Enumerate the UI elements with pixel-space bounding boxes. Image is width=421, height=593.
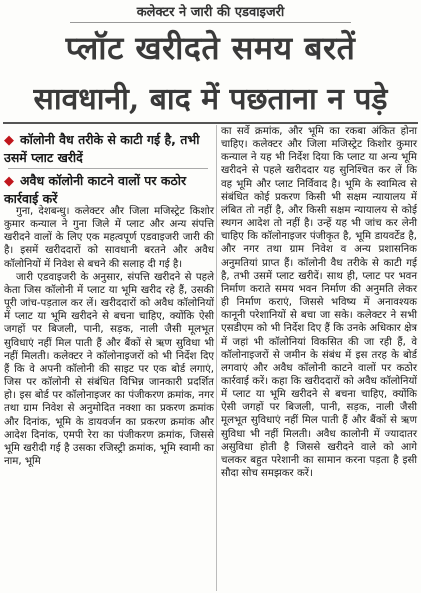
headline-line-1: प्लॉट खरीदते समय बरतें [65,29,356,67]
column-divider [216,125,217,591]
right-column [221,125,417,480]
paragraph: का सर्वे क्रमांक, और भूमि का रकबा अंकित होना चाहिए। कलेक्टर और जिला मजिस्ट्रेट किशोर कुमार कन्याल ने यह भी निर्देश दिया कि प्लाट या अन्य भूमि खरीदने से पहले खरीददार यह सुनिश्चित कर लें कि वह भूमि और प्लाट निर्विवाद है। भूमि के स्वामित्व से संबंधित कोई प्रकरण किसी भी सक्षम न्यायालय में लंबित तो नहीं है, और किसी सक्षम न्यायालय से कोई स्थगन आदेश तो नहीं है। उन्हें यह भी जांच कर लेनी चाहिए कि कॉलोनाइजर पंजीकृत है, भूमि डायवर्टेड है, और नगर तथा ग्राम निवेश व अन्य प्रशासनिक अनुमतियां प्राप्त हैं। कॉलोनी वैध तरीके से काटी गई है, तभी उसमें प्लाट खरीदें। साथ ही, प्लाट पर भवन निर्माण कराते समय भवन निर्माण की अनुमति लेकर ही निर्माण कराएं, जिससे भविष्य में अनावश्यक कानूनी परेशानियों से बचा जा सके। कलेक्टर ने सभी एसडीएम को भी निर्देश दिए हैं कि उनके अधिकार क्षेत्र में जहां भी कॉलोनियां विकसित की जा रही हैं, वे कॉलोनाइजरों से जमीन के संबंध में इस तरह के बोर्ड लगवाएं और अवैध कॉलोनी काटने वालों पर कठोर कार्रवाई करें। कहा कि खरीददारों को अवैध कॉलोनियों में प्लाट या भूमि खरीदने से बचना चाहिए, क्योंकि ऐसी जगहों पर बिजली, पानी, सड़क, नाली जैसी मूलभूत सुविधाएं नहीं मिल पाती हैं और बैंकों से ऋण सुविधा भी नहीं मिलती। अवैध कालोनी में ज्यादातर असुविधा होती है जिससे खरीदने वाले को आगे चलकर बहुत परेशानी का सामान करना पड़ता है इसी सौदा सोच समझकर करें। [221,126,417,480]
headline-rule [3,122,418,124]
subhead-1-text: कॉलोनी वैध तरीके से काटी गई है, तभी उसमें प्लाट खरीदें [4,132,200,165]
paragraph: गुना, देशबन्धु। कलेक्टर और जिला मजिस्ट्रेट किशोर कुमार कन्याल ने गुना जिले में प्लाट और अन्य संपत्ति खरीदने वालों के लिए एक महत्वपूर्ण एडवाइजरी जारी की है। इसमें खरीददारों को सावधानी बरतने और अवैध कॉलोनियों में निवेश से बचने की सलाह दी गई है। [4,206,214,270]
bullet-icon: ◆ [4,174,14,189]
subhead-divider [8,168,208,169]
subhead-2-text: अवैध कॉलोनी काटने वालों पर कठोर कार्रवाई करें [4,173,187,206]
kicker: कलेक्टर ने जारी की एडवाइजरी [0,2,421,20]
left-column [4,205,214,468]
paragraph: जारी एडवाइजरी के अनुसार, संपत्ति खरीदने से पहले केता जिस कॉलोनी में प्लाट या भूमि खरीद रहे हैं, उसकी पूरी जांच-पड़ताल कर लें। खरीददारों को अवैध कॉलोनियों में प्लाट या भूमि खरीदने से बचना चाहिए, क्योंकि ऐसी जगहों पर बिजली, पानी, सड़क, नाली जैसी मूलभूत सुविधाएं नहीं मिल पाती हैं और बैंकों से ऋण सुविधा भी नहीं मिलती। कलेक्टर ने कॉलोनाइजरों को भी निर्देश दिए हैं कि वे अपनी कॉलोनी की साइट पर एक बोर्ड लगाएं, जिस पर कॉलोनी से संबंधित विभिन्न जानकारी प्रदर्शित हो। इस बोर्ड पर कॉलोनाइजर का पंजीकरण क्रमांक, नगर तथा ग्राम निवेश से अनुमोदित नक्शा का प्रकरण क्रमांक और दिनांक, भूमि के डायवर्जन का प्रकरण क्रमांक और आदेश दिनांक, एमपी रेरा का पंजीकरण क्रमांक, जिससे भूमि खरीदी गई है उसका रजिस्ट्री क्रमांक, भूमि स्वामी का नाम, भूमि [4,271,214,467]
headline-line-2: सावधानी, बाद में पछताना न पड़े [33,82,388,117]
subhead-1 [4,131,214,166]
subhead-2 [4,172,214,207]
bullet-icon: ◆ [4,133,14,148]
